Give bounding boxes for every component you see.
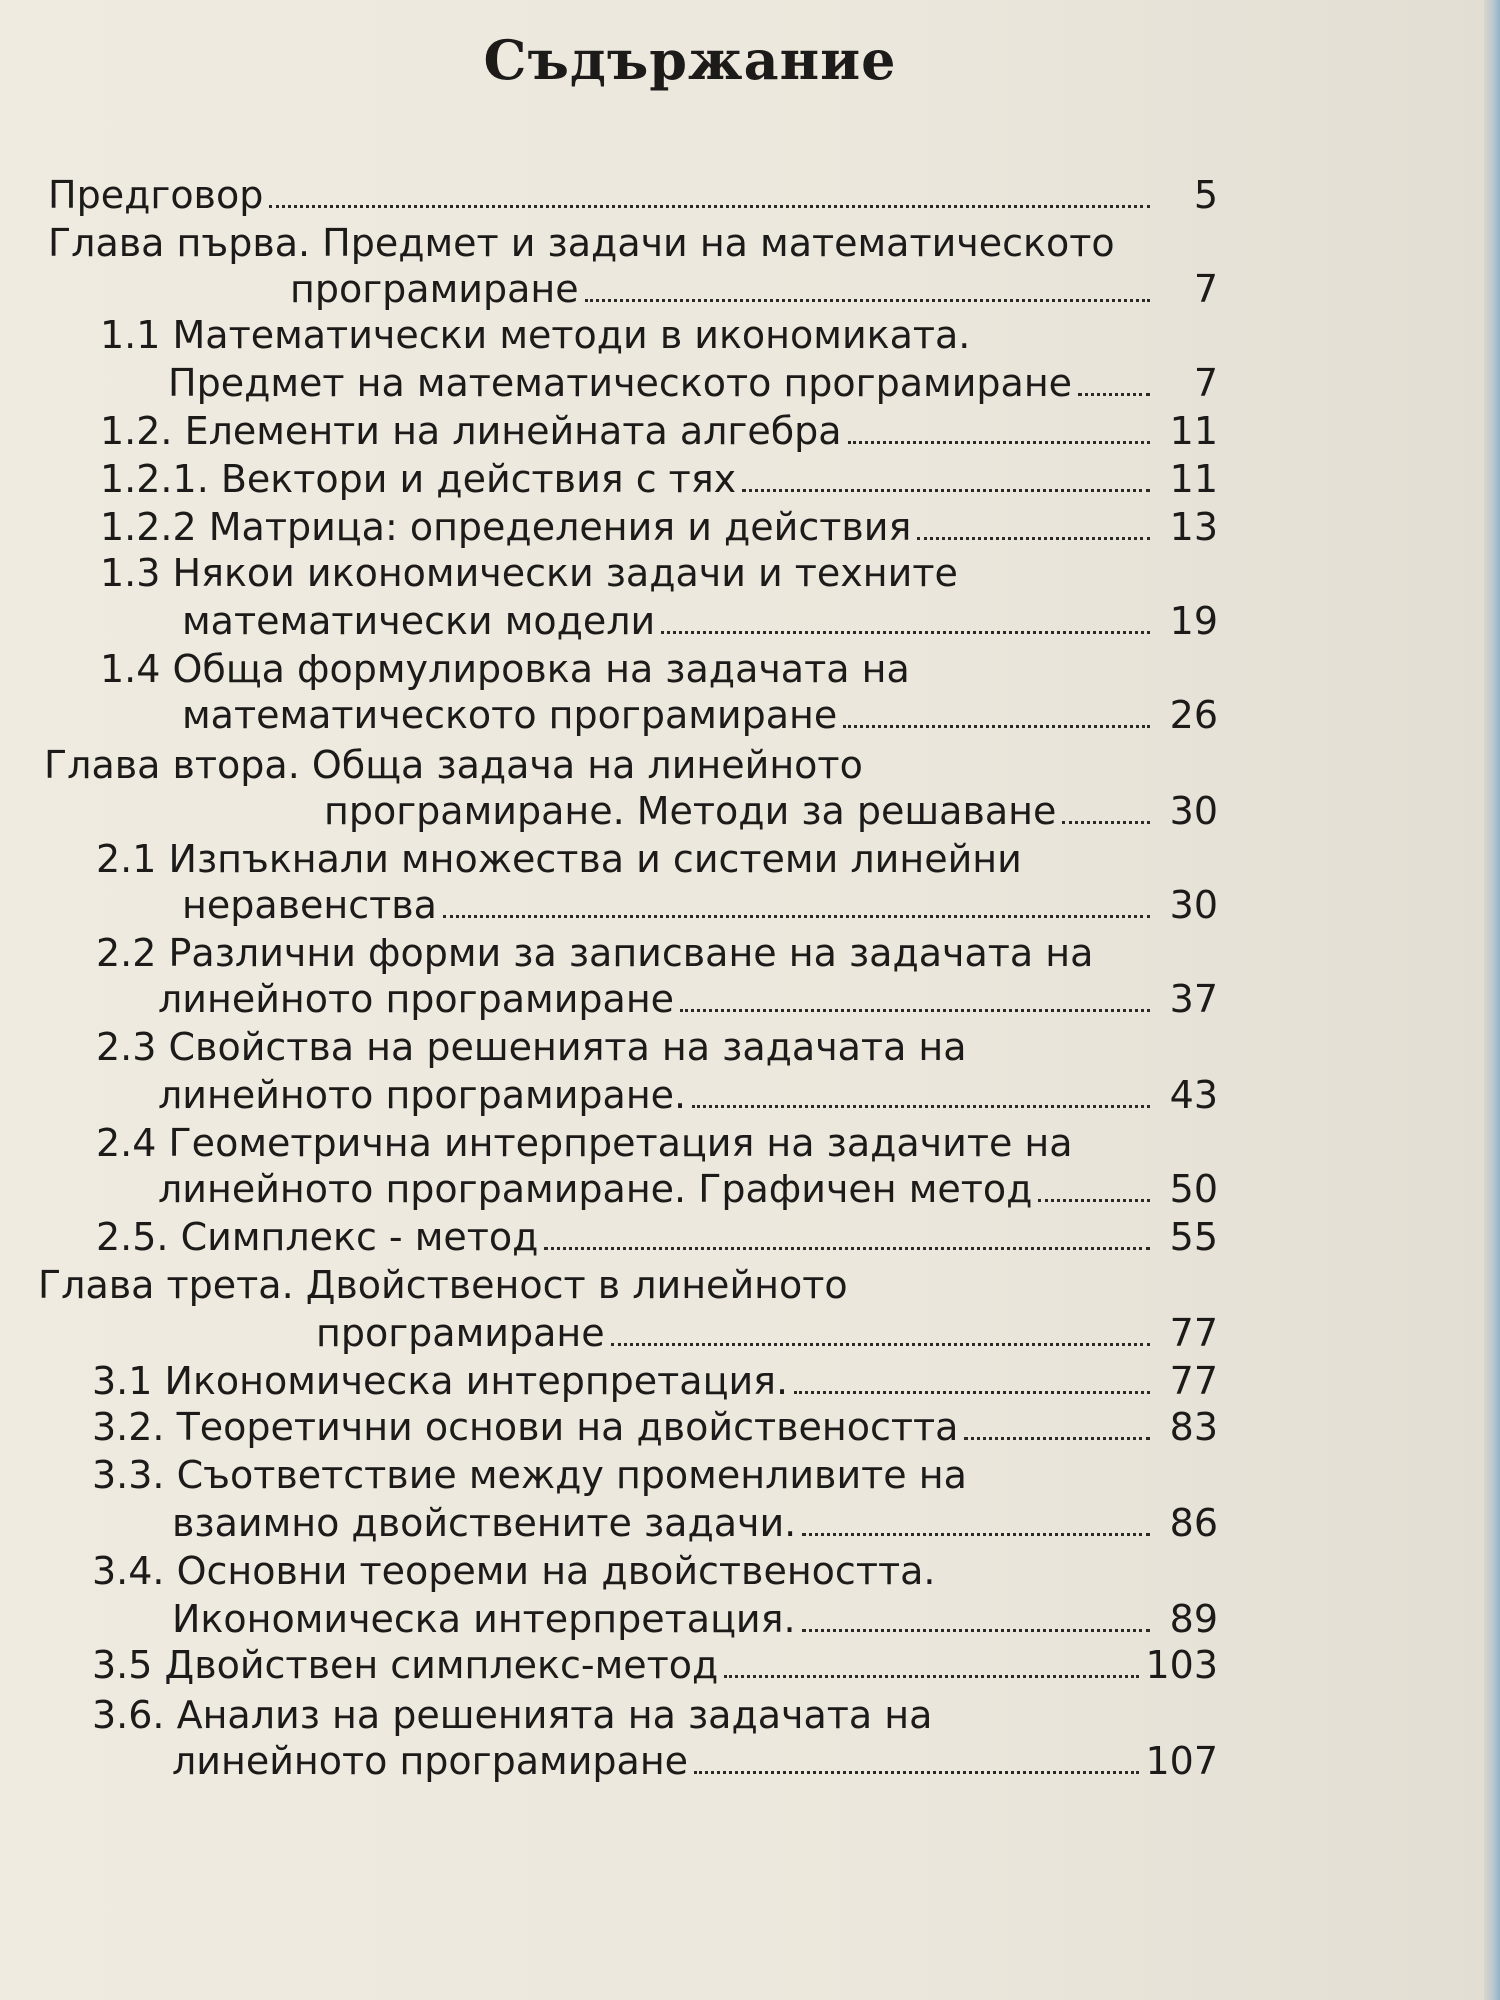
entry-page: 77 [1169,1311,1218,1355]
leader-dots [269,205,1150,208]
toc-entry [182,690,1218,740]
entry-page: 7 [1193,267,1218,311]
entry-page: 26 [1169,693,1218,737]
leader-dots [724,1675,1139,1678]
toc-entry [168,358,1218,408]
entry-text: 3.3. Съответствие между променливите на [92,1453,967,1497]
toc-entry [172,1736,1218,1786]
entry-page: 77 [1169,1359,1218,1403]
toc-entry [158,1070,1218,1120]
entry-text: неравенства [182,883,437,927]
leader-dots [802,1629,1150,1632]
entry-text: линейното програмиране. Графичен метод [158,1167,1033,1211]
entry-text: програмиране [316,1311,605,1355]
leader-dots [1062,821,1150,824]
entry-text: 1.4 Обща формулировка на задачата на [100,647,910,691]
entry-text: 2.4 Геометрична интерпретация на задачите на [96,1121,1073,1165]
entry-page: 5 [1193,173,1218,217]
entry-page: 30 [1169,789,1218,833]
toc-section [96,834,1022,884]
toc-entry [92,1402,1218,1452]
entry-page: 11 [1169,409,1218,453]
entry-page: 55 [1169,1215,1218,1259]
toc-entry [100,502,1218,552]
entry-text: математически модели [182,599,656,643]
entry-text: взаимно двойствените задачи. [172,1501,797,1545]
entry-text: програмиране. Методи за решаване [324,789,1057,833]
leader-dots [843,725,1150,728]
leader-dots [794,1391,1150,1394]
entry-text: Предмет на математическото програмиране [168,361,1073,405]
page-title: Съдържание [483,28,897,92]
toc-chapter-3 [38,1260,848,1310]
entry-text: 3.2. Теоретични основи на двойствеността [92,1405,959,1449]
entry-page: 30 [1169,883,1218,927]
entry-text: 1.2. Елементи на линейната алгебра [100,409,842,453]
entry-page: 107 [1145,1739,1218,1783]
entry-text: математическото програмиране [182,693,838,737]
entry-text: Икономическа интерпретация. [172,1597,796,1641]
toc-section [96,1022,967,1072]
leader-dots [694,1771,1139,1774]
entry-page: 83 [1169,1405,1218,1449]
entry-page: 89 [1169,1597,1218,1641]
toc-section [92,1450,967,1500]
leader-dots [661,631,1150,634]
leader-dots [611,1343,1150,1346]
toc-entry [158,974,1218,1024]
entry-text: 2.3 Свойства на решенията на задачата на [96,1025,967,1069]
entry-text: 3.1 Икономическа интерпретация. [92,1359,789,1403]
toc-entry [316,1308,1218,1358]
entry-text: 1.3 Някои икономически задачи и техните [100,551,958,595]
toc-section [92,1690,932,1740]
leader-dots [692,1105,1150,1108]
leader-dots [680,1009,1150,1012]
entry-text: 2.2 Различни форми за записване на задачата на [96,931,1094,975]
toc-chapter-2 [44,740,863,790]
leader-dots [443,915,1150,918]
entry-text: Глава първа. Предмет и задачи на математическото [48,221,1115,265]
leader-dots [848,441,1150,444]
toc-entry [172,1594,1218,1644]
toc-section [92,1546,935,1596]
toc-entry [182,880,1218,930]
entry-text: Глава втора. Обща задача на линейното [44,743,863,787]
leader-dots [802,1533,1150,1536]
entry-text: програмиране [290,267,579,311]
entry-page: 11 [1169,457,1218,501]
toc-entry [92,1356,1218,1406]
toc-entry [290,264,1218,314]
entry-page: 7 [1193,361,1218,405]
entry-text: 1.1 Математически методи в икономиката. [100,313,971,357]
entry-text: 3.4. Основни теореми на двойствеността. [92,1549,936,1593]
leader-dots [742,489,1150,492]
leader-dots [585,299,1150,302]
entry-page: 50 [1169,1167,1218,1211]
leader-dots [917,537,1150,540]
toc-entry [158,1164,1218,1214]
entry-text: 2.5. Симплекс - метод [96,1215,539,1259]
toc-entry-preface [48,170,1218,220]
entry-text: 2.1 Изпъкнали множества и системи линейни [96,837,1022,881]
entry-text: линейното програмиране [158,977,675,1021]
toc-section [100,310,970,360]
toc-section [100,644,910,694]
toc-entry [100,406,1218,456]
toc-entry [100,454,1218,504]
toc-entry [324,786,1218,836]
toc-section [96,928,1093,978]
entry-page: 37 [1169,977,1218,1021]
toc-entry [172,1498,1218,1548]
entry-page: 86 [1169,1501,1218,1545]
toc-entry [92,1640,1218,1690]
leader-dots [1038,1199,1150,1202]
entry-text: линейното програмиране [172,1739,689,1783]
entry-text: 3.5 Двойствен симплекс-метод [92,1643,719,1687]
toc-entry [96,1212,1218,1262]
entry-text: 1.2.1. Вектори и действия с тях [100,457,737,501]
entry-text: линейното програмиране. [158,1073,687,1117]
entry-page: 103 [1145,1643,1218,1687]
leader-dots [544,1247,1150,1250]
toc-section [100,548,958,598]
entry-text: 1.2.2 Матрица: определения и действия [100,505,912,549]
leader-dots [964,1437,1150,1440]
toc-entry [182,596,1218,646]
toc-section [96,1118,1073,1168]
entry-page: 13 [1169,505,1218,549]
entry-text: Предговор [48,173,264,217]
toc-chapter-1 [48,218,1115,268]
entry-page: 43 [1169,1073,1218,1117]
entry-text: Глава трета. Двойственост в линейното [38,1263,848,1307]
leader-dots [1078,393,1150,396]
entry-text: 3.6. Анализ на решенията на задачата на [92,1693,933,1737]
entry-page: 19 [1169,599,1218,643]
